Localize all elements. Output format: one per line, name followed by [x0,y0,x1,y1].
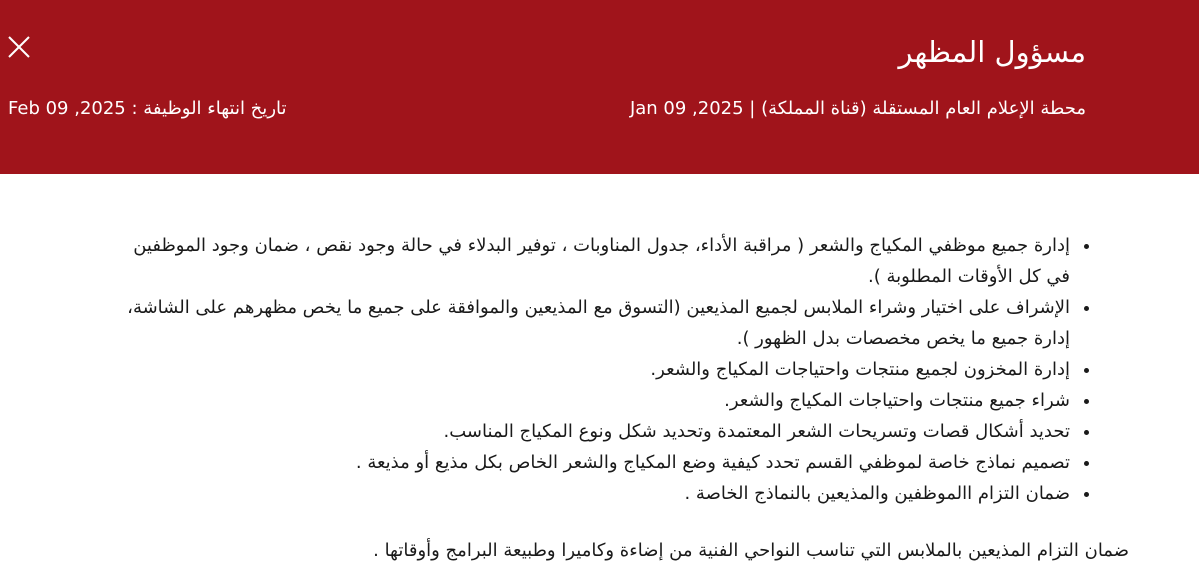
list-item: • تصميم نماذج خاصة لموظفي القسم تحدد كيفية وضع المكياج والشعر الخاص بكل مذيع أو مذيعة . [119,447,1072,478]
close-button[interactable] [6,34,32,60]
deadline-date: Feb 09 ,2025 [8,98,126,119]
job-deadline [8,94,287,124]
deadline-label: تاريخ انتهاء الوظيفة : [125,98,287,119]
list-item: • تحديد أشكال قصات وتسريحات الشعر المعتمدة وتحديد شكل ونوع المكياج المناسب. [119,416,1072,447]
duties-list [119,230,1129,509]
job-description [119,230,1129,566]
list-item: • إدارة جميع موظفي المكياج والشعر ( مراقبة الأداء، جدول المناوبات ، توفير البدلاء في حالة وجود نقص ، ضمان وجود الموظفين في كل الأوقات المطلوبة ). [119,230,1072,292]
job-header [0,0,1199,174]
job-title: مسؤول المظهر [898,35,1086,69]
close-icon [6,34,32,60]
closing-paragraph: ضمان التزام المذيعين بالملابس التي تناسب النواحي الفنية من إضاءة وكاميرا وطبيعة البرامج وأوقاتها . [373,540,1129,561]
list-item: • شراء جميع منتجات واحتياجات المكياج والشعر. [119,385,1072,416]
list-item: • ضمان التزام االموظفين والمذيعين بالنماذج الخاصة . [119,478,1072,509]
list-item: • إدارة المخزون لجميع منتجات واحتياجات المكياج والشعر. [119,354,1072,385]
list-item: • الإشراف على اختيار وشراء الملابس لجميع المذيعين (التسوق مع المذيعين والموافقة على جميع ما يخص مظهرهم على الشاشة، إدارة جميع ما يخص مخصصات بدل الظهور ). [119,292,1072,354]
company-and-post-date: محطة الإعلام العام المستقلة (قناة المملكة) | Jan 09 ,2025 [629,98,1086,119]
